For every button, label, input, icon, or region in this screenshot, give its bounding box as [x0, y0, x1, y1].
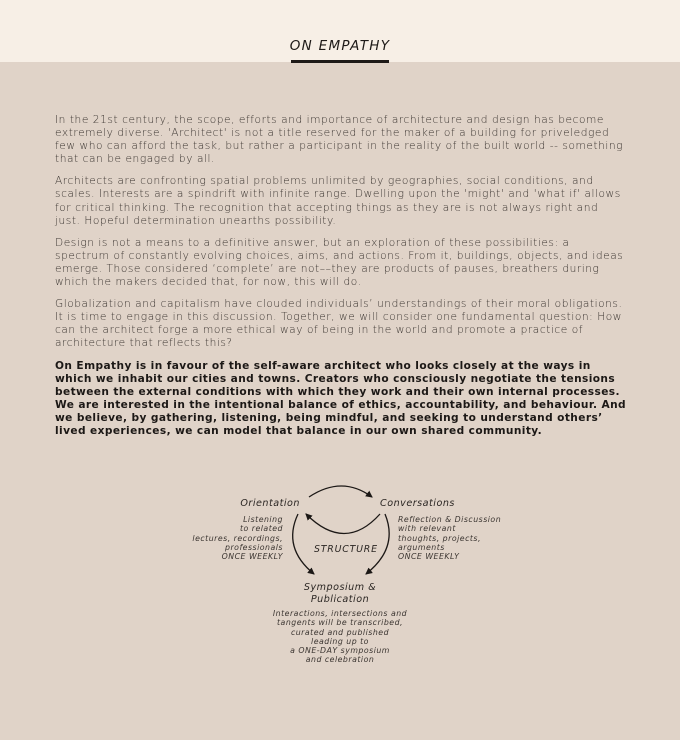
symposium-title: Symposium & Publication	[303, 582, 377, 605]
conversations-description: Reflection & Discussion with relevant thoughts, projects, arguments ONCE WEEKLY	[398, 515, 502, 562]
arrow-orientation-to-symposium	[293, 514, 314, 574]
conversations-title: Conversations	[380, 498, 455, 509]
mission-statement: On Empathy is in favour of the self-aware architect who looks closely at the ways in which we inhabit our cities and towns. Creators who consciously negotiate the tensions between the external conditions with which they work and their own internal processes. We are interested in the intentional balance of ethics, accountability, and behaviour. And we believe, by gathering, listening, being mindful, and seeking to understand others’ lived experiences, we can model that balance in our own shared community.	[55, 359, 627, 437]
paragraph-3: Design is not a means to a definitive answer, but an exploration of these possibilities: a spectrum of constantly evolving choices, aims, and actions. From it, buildings, objects, and ideas emerge. Those considered ‘complete’ are not––they are products of pauses, breathers during which the makers decided that, for now, this will do.	[55, 236, 624, 289]
paragraph-4: Globalization and capitalism have clouded individuals’ understandings of their moral obligations. It is time to engage in this discussion. Together, we will consider one fundamental question: How can the architect forge a more ethical way of being in the world and promote a practice of architecture that reflects this?	[55, 298, 623, 350]
orientation-description: Listening to related lectures, recordings, professionals ONCE WEEKLY	[192, 515, 283, 562]
arrow-orientation-to-conversations	[309, 486, 372, 497]
orientation-title: Orientation	[240, 498, 300, 509]
paragraph-1: In the 21st century, the scope, efforts and importance of architecture and design has become extremely diverse. 'Architect' is not a title reserved for the maker of a building for priveledged few who can afford the task, but rather a participant in the reality of the built world -- something that can be engaged by all.	[55, 114, 624, 166]
structure-label: STRUCTURE	[314, 544, 378, 555]
paragraph-2: Architects are confronting spatial problems unlimited by geographies, social conditions, and scales. Interests are a spindrift with infinite range. Dwelling upon the 'might' and 'what if' allows for critical thinking. The recognition that accepting things as they are is not always right and just. Hopeful determination unearths possibility.	[55, 175, 621, 227]
arrow-conversations-to-orientation	[306, 514, 380, 534]
symposium-description: Interactions, intersections and tangents will be transcribed, curated and published leading up to a ONE-DAY symposium and celebration	[272, 609, 408, 665]
page-title: ON EMPATHY	[289, 38, 391, 54]
